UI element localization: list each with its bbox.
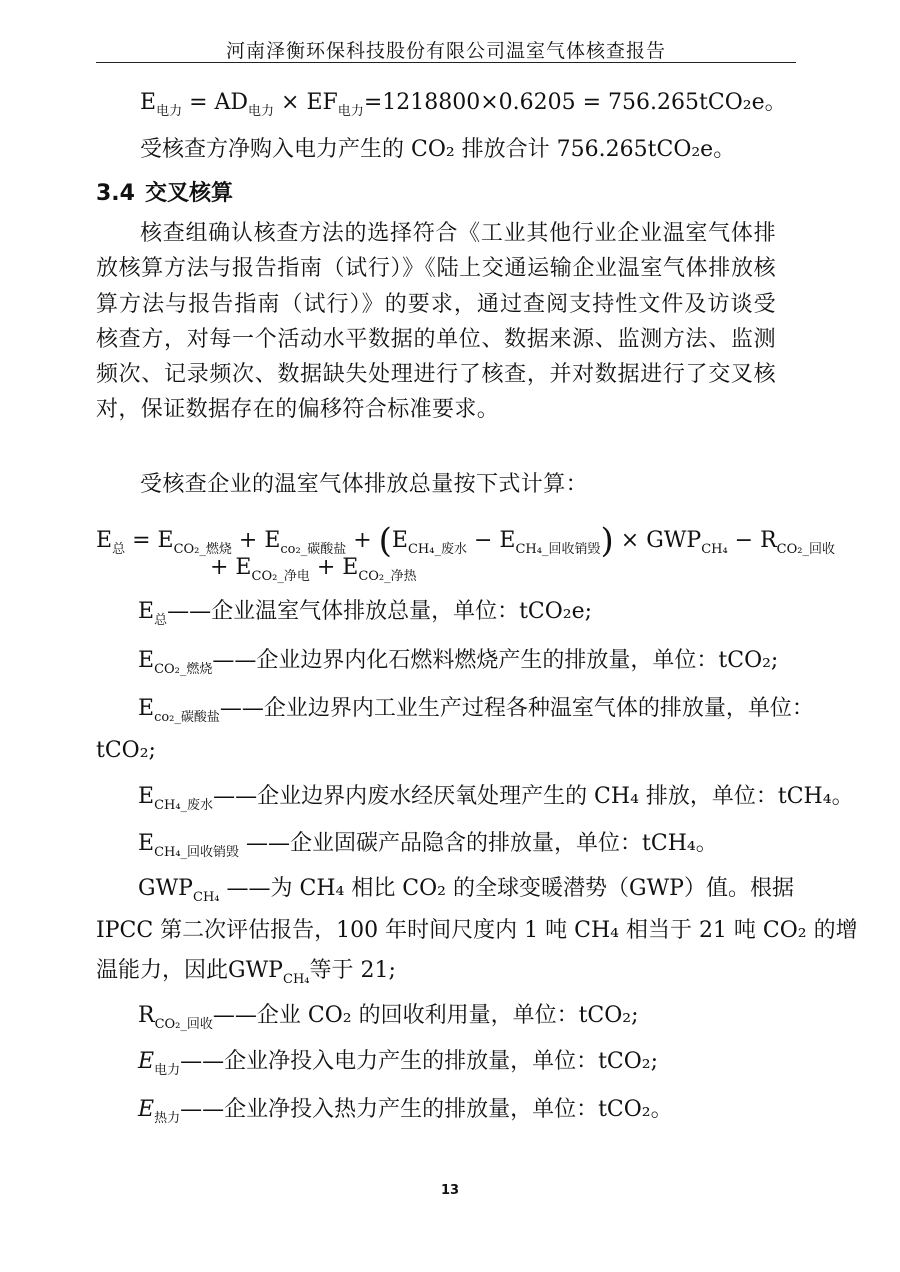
def-r-recover: $R_{CO_2\_回收}——$企业 CO₂ 的回收利用量，单位：tCO₂; bbox=[138, 1003, 639, 1032]
page-number: 13 bbox=[440, 1183, 460, 1198]
def-gwp-line3: 温能力，因此$GWP_{CH_4}$等于 21; bbox=[96, 958, 396, 987]
def-gwp: $GWP_{CH_4}$ ——为 CH₄ 相比 CO₂ 的全球变暖潜势（GWP）值。根据 bbox=[138, 876, 794, 905]
total-emission-formula-line1: $E_总 = E_{CO_2\_燃烧} + E_{co_2\_碳酸盐} + (E_{CH_4\_废水} - E_{CH_4\_回收销毁}) \times GWP_{CH_4} - R_{CO_2\_回收}$ bbox=[96, 521, 836, 561]
electricity-total-line: 受核查方净购入电力产生的 CO₂ 排放合计 756.265tCO₂e。 bbox=[140, 137, 736, 162]
def-gwp-line2: IPCC 第二次评估报告，100 年时间尺度内 1 吨 CH₄ 相当于 21 吨 CO₂ 的增 bbox=[96, 918, 858, 943]
section-heading: 3.4 交叉核算 bbox=[96, 181, 233, 206]
def-e-carbonate: $E_{co_2\_碳酸盐}——$企业边界内工业生产过程各种温室气体的排放量，单位： bbox=[138, 696, 814, 725]
electricity-calc-line: $E_{电力} = AD_{电力} \times EF_{电力}=1218800\times 0.6205 = 756.265tCO_2e$。 bbox=[140, 90, 787, 119]
def-e-ch4-recycle: $E_{CH_4\_回收销毁}$ ——企业固碳产品隐含的排放量，单位：tCH₄。 bbox=[138, 831, 718, 860]
cross-check-paragraph: 核查组确认核查方法的选择符合《工业其他行业企业温室气体排放核算方法与报告指南（试行）》《陆上交通运输企业温室气体排放核算方法与报告指南（试行）》的要求，通过查阅支持性文件及访谈受核查方，对每一个活动水平数据的单位、数据来源、监测方法、监测频次、记录频次、数据缺失处理进行了核查，并对数据进行了交叉核对，保证数据存在的偏移符合标准要求。 bbox=[96, 221, 776, 423]
def-e-carbonate-cont: tCO₂; bbox=[96, 738, 156, 763]
page-header-title: 河南泽衡环保科技股份有限公司温室气体核查报告 bbox=[225, 40, 666, 62]
def-e-total: $E_总——$企业温室气体排放总量，单位：tCO₂e; bbox=[138, 599, 593, 628]
formula-intro: 受核查企业的温室气体排放总量按下式计算： bbox=[140, 472, 589, 497]
def-e-electricity: $E_{电力}——$企业净投入电力产生的排放量，单位：tCO₂; bbox=[138, 1049, 659, 1078]
total-emission-formula-line2: + $E_{CO_2\_净电} + E_{CO_2\_净热}$ bbox=[210, 555, 417, 584]
def-e-ch4-waste: $E_{CH_4\_废水}——$企业边界内废水经厌氧处理产生的 CH₄ 排放，单位：tCH₄。 bbox=[138, 784, 854, 813]
def-e-heat: $E_{热力}——$企业净投入热力产生的排放量，单位：tCO₂。 bbox=[138, 1097, 673, 1126]
header-rule bbox=[96, 62, 796, 63]
def-e-combustion: $E_{CO_2\_燃烧}——$企业边界内化石燃料燃烧产生的排放量，单位：tCO₂; bbox=[138, 648, 779, 677]
